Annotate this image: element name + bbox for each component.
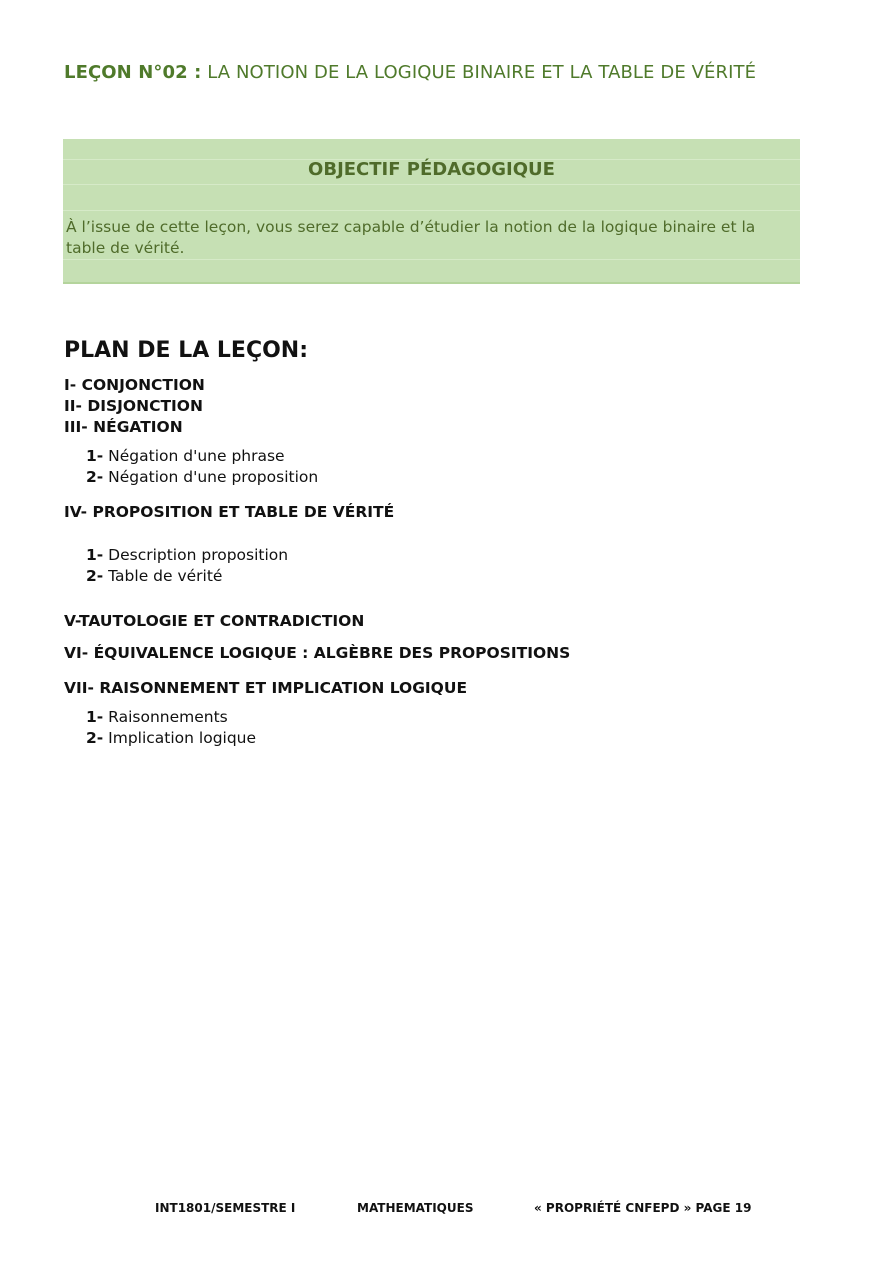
subsection-text: Raisonnements [103, 708, 228, 726]
subsection-number: 2- [86, 468, 104, 486]
plan-subsection [86, 468, 318, 486]
plan-subsection [86, 447, 285, 465]
footer-property-page: « PROPRIÉTÉ CNFEPD » PAGE 19 [534, 1201, 752, 1215]
objective-text: À l’issue de cette leçon, vous serez capable d’étudier la notion de la logique binaire et la table de vérité. [66, 218, 756, 257]
subsection-text: Négation d'une phrase [103, 447, 285, 465]
plan-subsection [86, 708, 228, 726]
lesson-title-text: LA NOTION DE LA LOGIQUE BINAIRE ET LA TABLE DE VÉRITÉ [201, 62, 757, 83]
plan-section-6: VI- ÉQUIVALENCE LOGIQUE : ALGÈBRE DES PROPOSITIONS [64, 644, 571, 662]
subsection-number: 2- [86, 567, 104, 585]
subsection-number: 2- [86, 729, 104, 747]
lesson-title [64, 62, 756, 83]
objective-box [63, 139, 800, 284]
plan-subsection [86, 546, 288, 564]
plan-subsection [86, 729, 256, 747]
lesson-number: LEÇON N°02 : [64, 62, 202, 83]
plan-section-3: III- NÉGATION [64, 418, 183, 436]
footer-course: INT1801/SEMESTRE I [155, 1201, 296, 1215]
plan-section-7: VII- RAISONNEMENT ET IMPLICATION LOGIQUE [64, 679, 468, 697]
subsection-number: 1- [86, 546, 104, 564]
plan-subsection [86, 567, 222, 585]
subsection-number: 1- [86, 708, 104, 726]
objective-title: OBJECTIF PÉDAGOGIQUE [308, 159, 555, 180]
subsection-text: Implication logique [103, 729, 257, 747]
subsection-text: Table de vérité [103, 567, 223, 585]
plan-section-2: II- DISJONCTION [64, 397, 203, 415]
subsection-number: 1- [86, 447, 104, 465]
plan-section-4: IV- PROPOSITION ET TABLE DE VÉRITÉ [64, 503, 395, 521]
footer-subject: MATHEMATIQUES [357, 1201, 474, 1215]
plan-section-1: I- CONJONCTION [64, 376, 205, 394]
plan-title: PLAN DE LA LEÇON: [64, 338, 308, 363]
subsection-text: Négation d'une proposition [103, 468, 319, 486]
plan-section-5: V-TAUTOLOGIE ET CONTRADICTION [64, 612, 365, 630]
subsection-text: Description proposition [103, 546, 289, 564]
